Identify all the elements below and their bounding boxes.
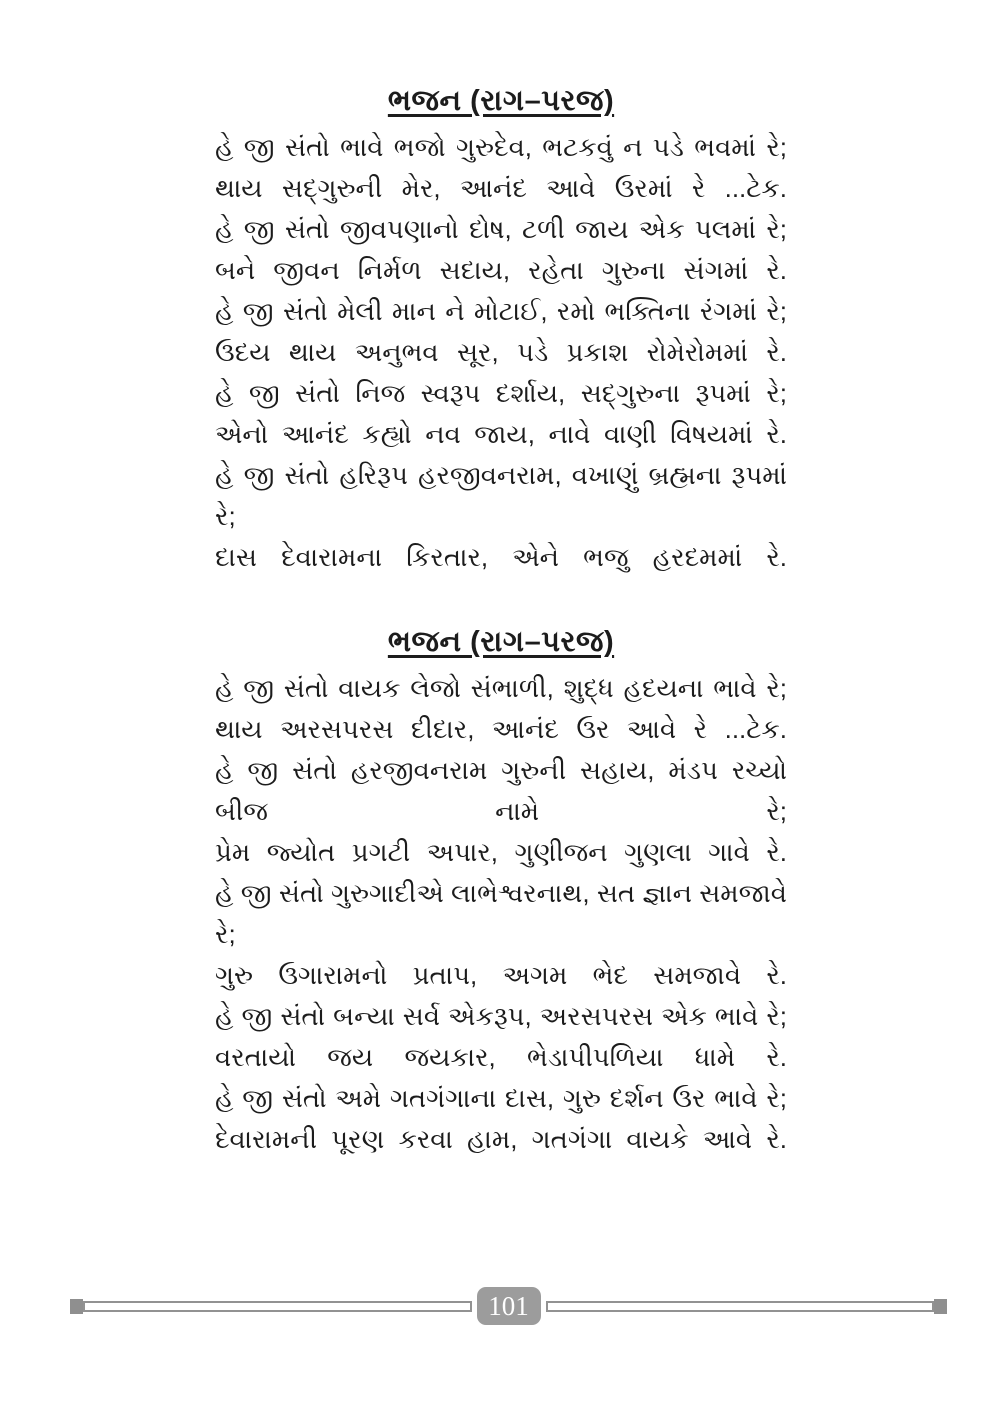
verse-line: હે જી સંતો હરજીવનરામ ગુરુની સહાય, મંડપ રચ્યો બીજ નામે રે; — [215, 755, 787, 826]
verse-line: હે જી સંતો વાયક લેજો સંભાળી, શુદ્ધ હદયના ભાવે રે; — [215, 673, 787, 703]
verse-line: ગુરુ ઉગારામનો પ્રતાપ, અગમ ભેદ સમજાવે રે. — [215, 960, 787, 990]
footer-rule-left — [83, 1301, 472, 1312]
verse-line: દાસ દેવારામના કિરતાર, એને ભજુ હરદમમાં રે. — [215, 542, 787, 572]
verse-line: હે જી સંતો અમે ગતગંગાના દાસ, ગુરુ દર્શન ઉર ભાવે રે; — [215, 1083, 787, 1113]
bhajan-section-2 — [215, 625, 787, 1160]
footer-rule-end-cap-left — [70, 1299, 83, 1314]
verse-line: થાય સદ્‌ગુરુની મેર, આનંદ આવે ઉરમાં રે ...ટેક. — [215, 173, 787, 203]
verse-line: પ્રેમ જ્યોત પ્રગટી અપાર, ગુણીજન ગુણલા ગાવે રે. — [215, 837, 787, 867]
footer-rule-end-cap-right — [934, 1299, 947, 1314]
verse-line: હે જી સંતો ભાવે ભજો ગુરુદેવ, ભટકવું ન પડે ભવમાં રે; — [215, 132, 787, 162]
verse-line: એનો આનંદ કહ્યો નવ જાય, નાવે વાણી વિષયમાં રે. — [215, 419, 787, 449]
text-block — [215, 84, 787, 1160]
verse-line: હે જી સંતો ગુરુગાદીએ લાભેશ્વરનાથ, સત જ્ઞાન સમજાવે રે; — [215, 878, 787, 949]
verse-line: હે જી સંતો નિજ સ્વરૂપ દર્શાય, સદ્‌ગુરુના રૂપમાં રે; — [215, 378, 787, 408]
verse-line: હે જી સંતો મેલી માન ને મોટાઈ, રમો ભક્તિના રંગમાં રે; — [215, 296, 787, 326]
page-footer — [70, 1287, 947, 1325]
verse-line: વરતાયો જય જયકાર, ભેડાપીપળિયા ધામે રે. — [215, 1042, 787, 1072]
verse-line: હે જી સંતો હરિરૂપ હરજીવનરામ, વખાણું બ્રહ્મના રૂપમાં રે; — [215, 460, 787, 531]
verse-line: બને જીવન નિર્મળ સદાય, રહેતા ગુરુના સંગમાં રે. — [215, 255, 787, 285]
verse-line: ઉદય થાય અનુભવ સૂર, પડે પ્રકાશ રોમેરોમમાં રે. — [215, 337, 787, 367]
verse-line: થાય અરસપરસ દીદાર, આનંદ ઉર આવે રે ...ટેક. — [215, 714, 787, 744]
section-title: ભજન (રાગ–પરજ) — [387, 626, 615, 658]
verse-line: હે જી સંતો બન્યા સર્વ એકરૂપ, અરસપરસ એક ભાવે રે; — [215, 1001, 787, 1031]
footer-rule-right — [546, 1301, 935, 1312]
page-number-badge: 101 — [477, 1287, 541, 1325]
bhajan-section-1 — [215, 84, 787, 578]
verse-line: દેવારામની પૂરણ કરવા હામ, ગતગંગા વાયકે આવે રે. — [215, 1124, 787, 1154]
verse-line: હે જી સંતો જીવપણાનો દોષ, ટળી જાય એક પલમાં રે; — [215, 214, 787, 244]
section-title: ભજન (રાગ–પરજ) — [387, 85, 615, 117]
